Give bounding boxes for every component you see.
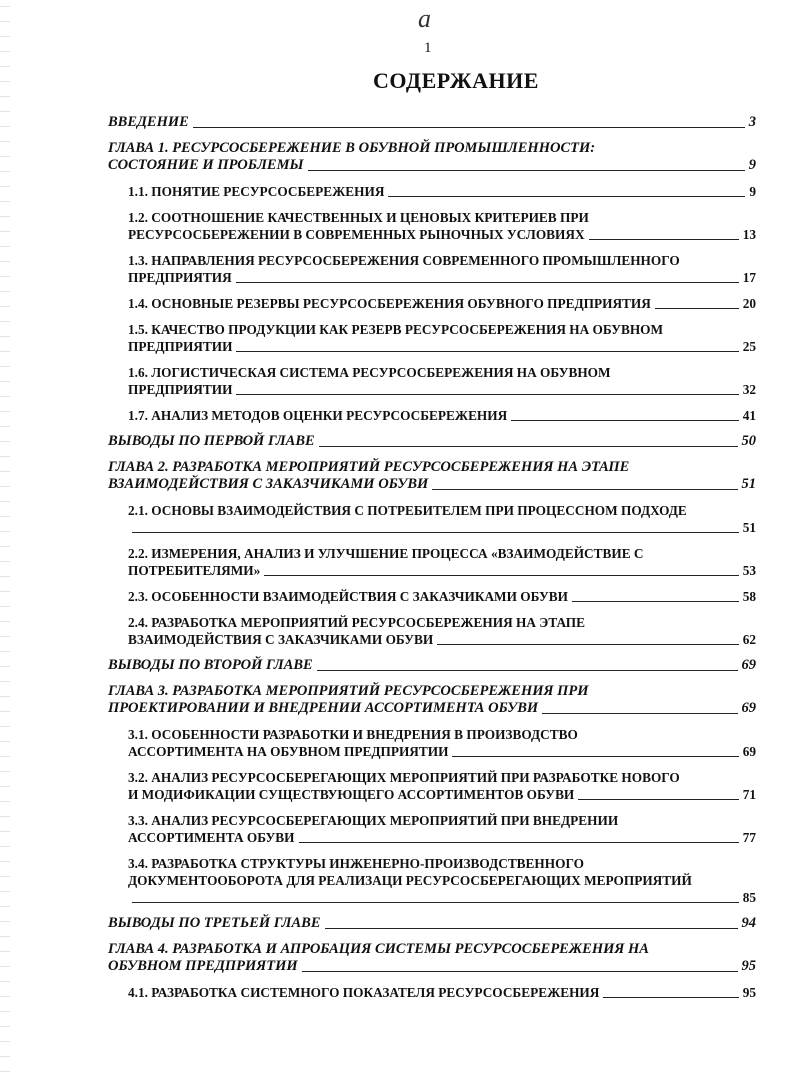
toc-entry[interactable] [128,295,756,312]
leader-line [589,239,739,240]
toc-entry[interactable] [128,545,756,579]
handwritten-mark: a [418,4,431,33]
toc-entry-title-line: 3.2. АНАЛИЗ РЕСУРСОСБЕРЕГАЮЩИХ МЕРОПРИЯТИЙ ПРИ РАЗРАБОТКЕ НОВОГО [128,770,680,785]
leader-line [603,997,738,998]
toc-entry-page: 9 [748,157,756,173]
leader-line [388,196,745,197]
toc-entry-page: 94 [741,915,756,931]
toc-entry-page: 69 [742,744,756,759]
toc-entry-title-line: ВЫВОДЫ ПО ПЕРВОЙ ГЛАВЕ [108,433,315,449]
toc-entry[interactable] [108,140,756,174]
leader-line [236,351,738,352]
toc-entry-title-line: 1.3. НАПРАВЛЕНИЯ РЕСУРСОСБЕРЕЖЕНИЯ СОВРЕМЕННОГО ПРОМЫШЛЕННОГО [128,253,680,268]
leader-line [236,394,738,395]
toc-entry-page: 51 [741,476,756,492]
toc-entry[interactable] [128,321,756,355]
toc-entry-title-line: ГЛАВА 1. РЕСУРСОСБЕРЕЖЕНИЕ В ОБУВНОЙ ПРОМЫШЛЕННОСТИ: [108,140,596,156]
toc-entry-page: 69 [741,700,756,716]
toc-entry-title-line: ПОТРЕБИТЕЛЯМИ» [128,563,261,578]
leader-line [299,842,739,843]
toc-entry-title-line: 1.6. ЛОГИСТИЧЕСКАЯ СИСТЕМА РЕСУРСОСБЕРЕЖЕНИЯ НА ОБУВНОМ [128,365,611,380]
leader-line [317,670,738,671]
toc-entry-page: 69 [741,657,756,673]
toc-entry-page: 32 [742,382,756,397]
toc-entry-page: 95 [742,985,756,1000]
toc-entry-page: 62 [742,632,756,647]
toc-entry[interactable] [128,252,756,286]
toc-entry-page: 71 [742,787,756,802]
leader-line [437,644,738,645]
toc-entry-page: 58 [742,589,756,604]
toc-entry-page: 9 [749,184,756,199]
toc-entry[interactable] [128,812,756,846]
toc-entry-title-line: ВВЕДЕНИЕ [108,114,189,130]
toc-entry[interactable] [128,183,756,200]
leader-line [572,601,739,602]
toc-entry[interactable] [128,588,756,605]
toc-entry-title-line: 3.1. ОСОБЕННОСТИ РАЗРАБОТКИ И ВНЕДРЕНИЯ В ПРОИЗВОДСТВО [128,727,578,742]
toc-entry[interactable] [108,433,756,450]
toc-entry-title-line: 1.2. СООТНОШЕНИЕ КАЧЕСТВЕННЫХ И ЦЕНОВЫХ КРИТЕРИЕВ ПРИ [128,210,589,225]
toc-entry[interactable] [108,114,756,131]
leader-line [308,170,745,171]
scan-edge [0,0,10,1084]
toc-entry[interactable] [128,364,756,398]
toc-entry-title-line: АССОРТИМЕНТА ОБУВИ [128,830,295,845]
toc-entry[interactable] [128,502,756,536]
toc-entry-title-line: 4.1. РАЗРАБОТКА СИСТЕМНОГО ПОКАЗАТЕЛЯ РЕСУРСОСБЕРЕЖЕНИЯ [128,985,600,1000]
leader-line [302,971,738,972]
toc-entry[interactable] [128,984,756,1001]
toc-entry-page: 41 [742,408,756,423]
toc-entry-title-line: ГЛАВА 3. РАЗРАБОТКА МЕРОПРИЯТИЙ РЕСУРСОСБЕРЕЖЕНИЯ ПРИ [108,683,589,699]
toc-entry-title-line: ПРЕДПРИЯТИИ [128,339,233,354]
toc-entry-title-line: ГЛАВА 2. РАЗРАБОТКА МЕРОПРИЯТИЙ РЕСУРСОСБЕРЕЖЕНИЯ НА ЭТАПЕ [108,459,630,475]
table-of-contents [108,114,756,1010]
toc-entry-title-line: ПРЕДПРИЯТИЯ [128,270,232,285]
leader-line [511,420,738,421]
leader-line [319,446,738,447]
page-number: 1 [424,40,432,56]
toc-entry-title-line: 1.5. КАЧЕСТВО ПРОДУКЦИИ КАК РЕЗЕРВ РЕСУРСОСБЕРЕЖЕНИЯ НА ОБУВНОМ [128,322,664,337]
toc-entry-title-line: ПРЕДПРИЯТИИ [128,382,233,397]
toc-entry[interactable] [108,683,756,717]
toc-entry-title-line: РЕСУРСОСБЕРЕЖЕНИИ В СОВРЕМЕННЫХ РЫНОЧНЫХ УСЛОВИЯХ [128,227,585,242]
toc-entry-title-line: 3.4. РАЗРАБОТКА СТРУКТУРЫ ИНЖЕНЕРНО-ПРОИЗВОДСТВЕННОГО [128,856,584,871]
toc-entry-title-line: 2.4. РАЗРАБОТКА МЕРОПРИЯТИЙ РЕСУРСОСБЕРЕЖЕНИЯ НА ЭТАПЕ [128,615,586,630]
toc-entry-page: 25 [742,339,756,354]
page-title: СОДЕРЖАНИЕ [373,68,539,93]
leader-line [132,532,739,533]
toc-entry-title-line: 2.3. ОСОБЕННОСТИ ВЗАИМОДЕЙСТВИЯ С ЗАКАЗЧИКАМИ ОБУВИ [128,589,568,604]
toc-entry[interactable] [128,855,756,906]
toc-entry-title-line: ВЗАИМОДЕЙСТВИЯ С ЗАКАЗЧИКАМИ ОБУВИ [128,632,434,647]
toc-entry-title-line: ВЗАИМОДЕЙСТВИЯ С ЗАКАЗЧИКАМИ ОБУВИ [108,476,429,492]
toc-entry-title-line: И МОДИФИКАЦИИ СУЩЕСТВУЮЩЕГО АССОРТИМЕНТОВ ОБУВИ [128,787,575,802]
leader-line [432,489,737,490]
leader-line [655,308,739,309]
toc-entry-title-line: ОБУВНОМ ПРЕДПРИЯТИИ [108,958,298,974]
toc-entry[interactable] [128,407,756,424]
toc-entry-title-line: ДОКУМЕНТООБОРОТА ДЛЯ РЕАЛИЗАЦИ РЕСУРСОСБЕРЕГАЮЩИХ МЕРОПРИЯТИЙ [128,873,692,888]
toc-entry[interactable] [128,769,756,803]
leader-line [325,928,738,929]
toc-entry-page: 17 [742,270,756,285]
toc-entry-title-line: 1.7. АНАЛИЗ МЕТОДОВ ОЦЕНКИ РЕСУРСОСБЕРЕЖЕНИЯ [128,408,508,423]
toc-entry-title-line: ПРОЕКТИРОВАНИИ И ВНЕДРЕНИИ АССОРТИМЕНТА ОБУВИ [108,700,539,716]
leader-line [264,575,738,576]
toc-entry-title-line: ВЫВОДЫ ПО ВТОРОЙ ГЛАВЕ [108,657,313,673]
toc-entry-title-line: ГЛАВА 4. РАЗРАБОТКА И АПРОБАЦИЯ СИСТЕМЫ РЕСУРСОСБЕРЕЖЕНИЯ НА [108,941,649,957]
toc-entry-page: 20 [742,296,756,311]
toc-entry[interactable] [108,915,756,932]
toc-entry-title-line: 1.1. ПОНЯТИЕ РЕСУРСОСБЕРЕЖЕНИЯ [128,184,385,199]
toc-entry-page: 13 [742,227,756,242]
toc-entry-title-line: 2.1. ОСНОВЫ ВЗАИМОДЕЙСТВИЯ С ПОТРЕБИТЕЛЕМ ПРИ ПРОЦЕССНОМ ПОДХОДЕ [128,503,687,518]
toc-entry[interactable] [108,657,756,674]
toc-entry-page: 77 [742,830,756,845]
toc-entry-page: 53 [742,563,756,578]
leader-line [193,127,745,128]
leader-line [542,713,737,714]
leader-line [132,902,739,903]
toc-entry-title-line: СОСТОЯНИЕ И ПРОБЛЕМЫ [108,157,304,173]
toc-entry-page: 50 [741,433,756,449]
toc-entry[interactable] [128,726,756,760]
toc-entry-title-line: ВЫВОДЫ ПО ТРЕТЬЕЙ ГЛАВЕ [108,915,321,931]
leader-line [236,282,739,283]
toc-entry-page: 51 [742,520,756,535]
toc-entry-title-line: 3.3. АНАЛИЗ РЕСУРСОСБЕРЕГАЮЩИХ МЕРОПРИЯТИЙ ПРИ ВНЕДРЕНИИ [128,813,619,828]
leader-line [452,756,738,757]
leader-line [578,799,738,800]
toc-entry[interactable] [128,209,756,243]
toc-entry[interactable] [128,614,756,648]
toc-entry-title-line: АССОРТИМЕНТА НА ОБУВНОМ ПРЕДПРИЯТИИ [128,744,449,759]
toc-entry-page: 95 [741,958,756,974]
toc-entry-page: 3 [748,114,756,130]
toc-entry-title-line: 2.2. ИЗМЕРЕНИЯ, АНАЛИЗ И УЛУЧШЕНИЕ ПРОЦЕССА «ВЗАИМОДЕЙСТВИЕ С [128,546,644,561]
toc-entry-page: 85 [742,890,756,905]
toc-entry[interactable] [108,941,756,975]
toc-entry-title-line: 1.4. ОСНОВНЫЕ РЕЗЕРВЫ РЕСУРСОСБЕРЕЖЕНИЯ ОБУВНОГО ПРЕДПРИЯТИЯ [128,296,651,311]
toc-entry[interactable] [108,459,756,493]
